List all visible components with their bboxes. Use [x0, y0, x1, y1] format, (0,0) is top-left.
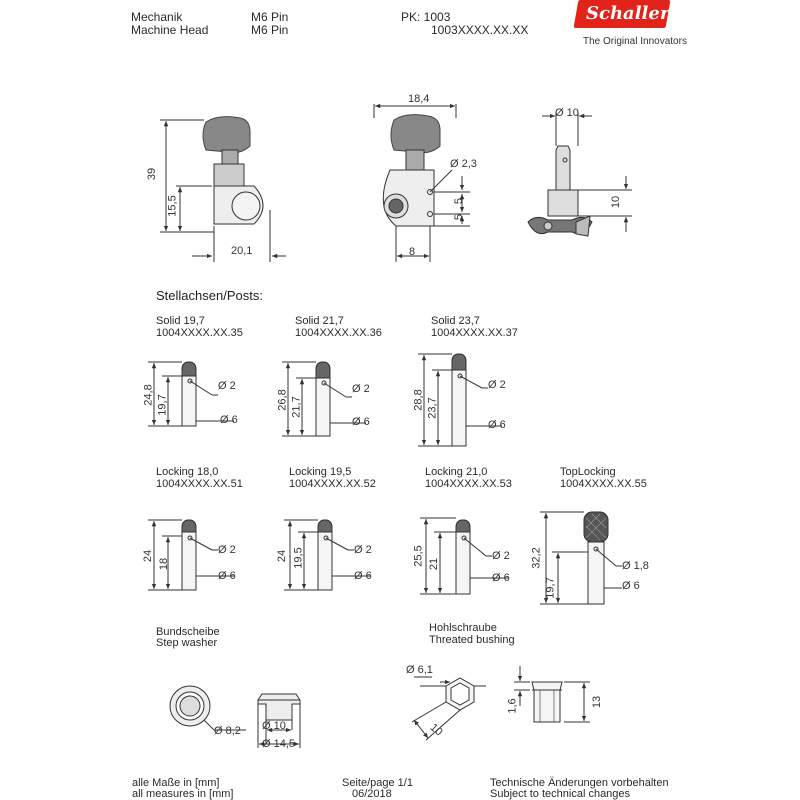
footer-measures-en: all measures in [mm] — [132, 788, 234, 800]
post-shaft-solid-23: 23,7 — [426, 397, 439, 419]
footer-changes-en: Subject to technical changes — [490, 788, 631, 800]
post-name-locking-19: Locking 19,5 — [289, 466, 352, 478]
post-dia-solid-19: Ø 6 — [220, 414, 238, 426]
brand-tagline: The Original Innovators — [583, 36, 687, 47]
dim-base-width: 8 — [409, 246, 416, 258]
post-dia-toplocking: Ø 6 — [622, 580, 640, 592]
product-name-en: Machine Head — [131, 23, 209, 37]
washer-name-en: Step washer — [156, 637, 218, 649]
dim-post-dia: Ø 10 — [555, 107, 579, 119]
post-hole-locking-19: Ø 2 — [354, 544, 372, 556]
post-total-locking-18: 24 — [142, 549, 155, 563]
dim-body-width: 20,1 — [231, 245, 253, 257]
post-hole-solid-21: Ø 2 — [352, 383, 370, 395]
bushing-h1: 1,6 — [506, 698, 519, 714]
post-dia-solid-21: Ø 6 — [352, 416, 370, 428]
footer-measures-de: alle Maße in [mm] — [132, 777, 220, 789]
pin-type-en: M6 Pin — [251, 23, 289, 37]
post-total-solid-21: 26,8 — [276, 389, 289, 411]
bushing-name-en: Threated bushing — [429, 634, 515, 646]
post-dia-solid-23: Ø 6 — [488, 419, 506, 431]
post-hole-locking-21: Ø 2 — [492, 550, 510, 562]
post-name-solid-23: Solid 23,7 — [431, 315, 480, 327]
post-total-toplocking: 32,2 — [530, 547, 543, 569]
footer-page: Seite/page 1/1 — [342, 777, 413, 789]
post-name-toplocking: TopLocking — [560, 466, 616, 478]
washer-d2: Ø 10 — [262, 720, 286, 732]
post-total-solid-23: 28,8 — [412, 389, 425, 411]
post-hole-toplocking: Ø 1,8 — [622, 560, 649, 572]
posts-title: Stellachsen/Posts: — [156, 288, 263, 303]
post-dia-locking-21: Ø 6 — [492, 572, 510, 584]
post-code-locking-18: 1004XXXX.XX.51 — [156, 478, 243, 490]
post-name-locking-18: Locking 18,0 — [156, 466, 219, 478]
pin-type-de: M6 Pin — [251, 10, 289, 24]
pk-number: PK: 1003 — [401, 10, 451, 24]
post-shaft-toplocking: 19,7 — [544, 577, 557, 599]
dim-offset-a: 5 — [453, 197, 466, 205]
post-shaft-locking-21: 21 — [428, 557, 441, 571]
post-shaft-locking-18: 18 — [158, 557, 171, 571]
dim-top-width: 18,4 — [408, 93, 430, 105]
post-name-solid-21: Solid 21,7 — [295, 315, 344, 327]
dim-side-height: 10 — [610, 195, 623, 209]
bushing-h2: 13 — [591, 695, 604, 709]
post-total-locking-21: 25,5 — [412, 545, 425, 567]
post-total-locking-19: 24 — [276, 549, 289, 563]
front-view-drawing — [160, 117, 286, 262]
washer-d3: Ø 14,5 — [262, 738, 296, 750]
bushing-hex: Ø 6,1 — [406, 664, 433, 676]
footer-changes-de: Technische Änderungen vorbehalten — [490, 777, 669, 789]
post-hole-solid-19: Ø 2 — [218, 380, 236, 392]
post-dia-locking-18: Ø 6 — [218, 570, 236, 582]
post-dia-locking-19: Ø 6 — [354, 570, 372, 582]
washer-d1: Ø 8,2 — [214, 725, 241, 737]
dim-hole-dia: Ø 2,3 — [450, 158, 477, 170]
post-name-locking-21: Locking 21,0 — [425, 466, 488, 478]
dim-body-height: 15,5 — [166, 195, 179, 217]
washer-name-de: Bundscheibe — [156, 626, 220, 638]
product-name-de: Mechanik — [131, 10, 183, 24]
post-code-solid-23: 1004XXXX.XX.37 — [431, 327, 518, 339]
post-code-locking-21: 1004XXXX.XX.53 — [425, 478, 512, 490]
rear-view-drawing — [528, 112, 632, 236]
post-code-solid-21: 1004XXXX.XX.36 — [295, 327, 382, 339]
post-shaft-solid-21: 21,7 — [290, 396, 303, 418]
post-total-solid-19: 24,8 — [142, 384, 155, 406]
pk-code: 1003XXXX.XX.XX — [431, 23, 529, 37]
brand-name: Schaller — [586, 3, 670, 24]
post-shaft-locking-19: 19,5 — [292, 547, 305, 569]
post-code-locking-19: 1004XXXX.XX.52 — [289, 478, 376, 490]
post-code-solid-19: 1004XXXX.XX.35 — [156, 327, 243, 339]
post-code-toplocking: 1004XXXX.XX.55 — [560, 478, 647, 490]
bushing-wrench: 10 — [427, 721, 445, 739]
side-view-drawing — [374, 104, 470, 262]
post-shaft-solid-19: 19,7 — [156, 394, 169, 416]
dim-overall-height: 39 — [146, 167, 159, 181]
footer-date: 06/2018 — [352, 788, 392, 800]
post-hole-locking-18: Ø 2 — [218, 544, 236, 556]
post-name-solid-19: Solid 19,7 — [156, 315, 205, 327]
bushing-name-de: Hohlschraube — [429, 622, 497, 634]
dim-offset-b: 5 — [453, 213, 466, 221]
post-hole-solid-23: Ø 2 — [488, 379, 506, 391]
